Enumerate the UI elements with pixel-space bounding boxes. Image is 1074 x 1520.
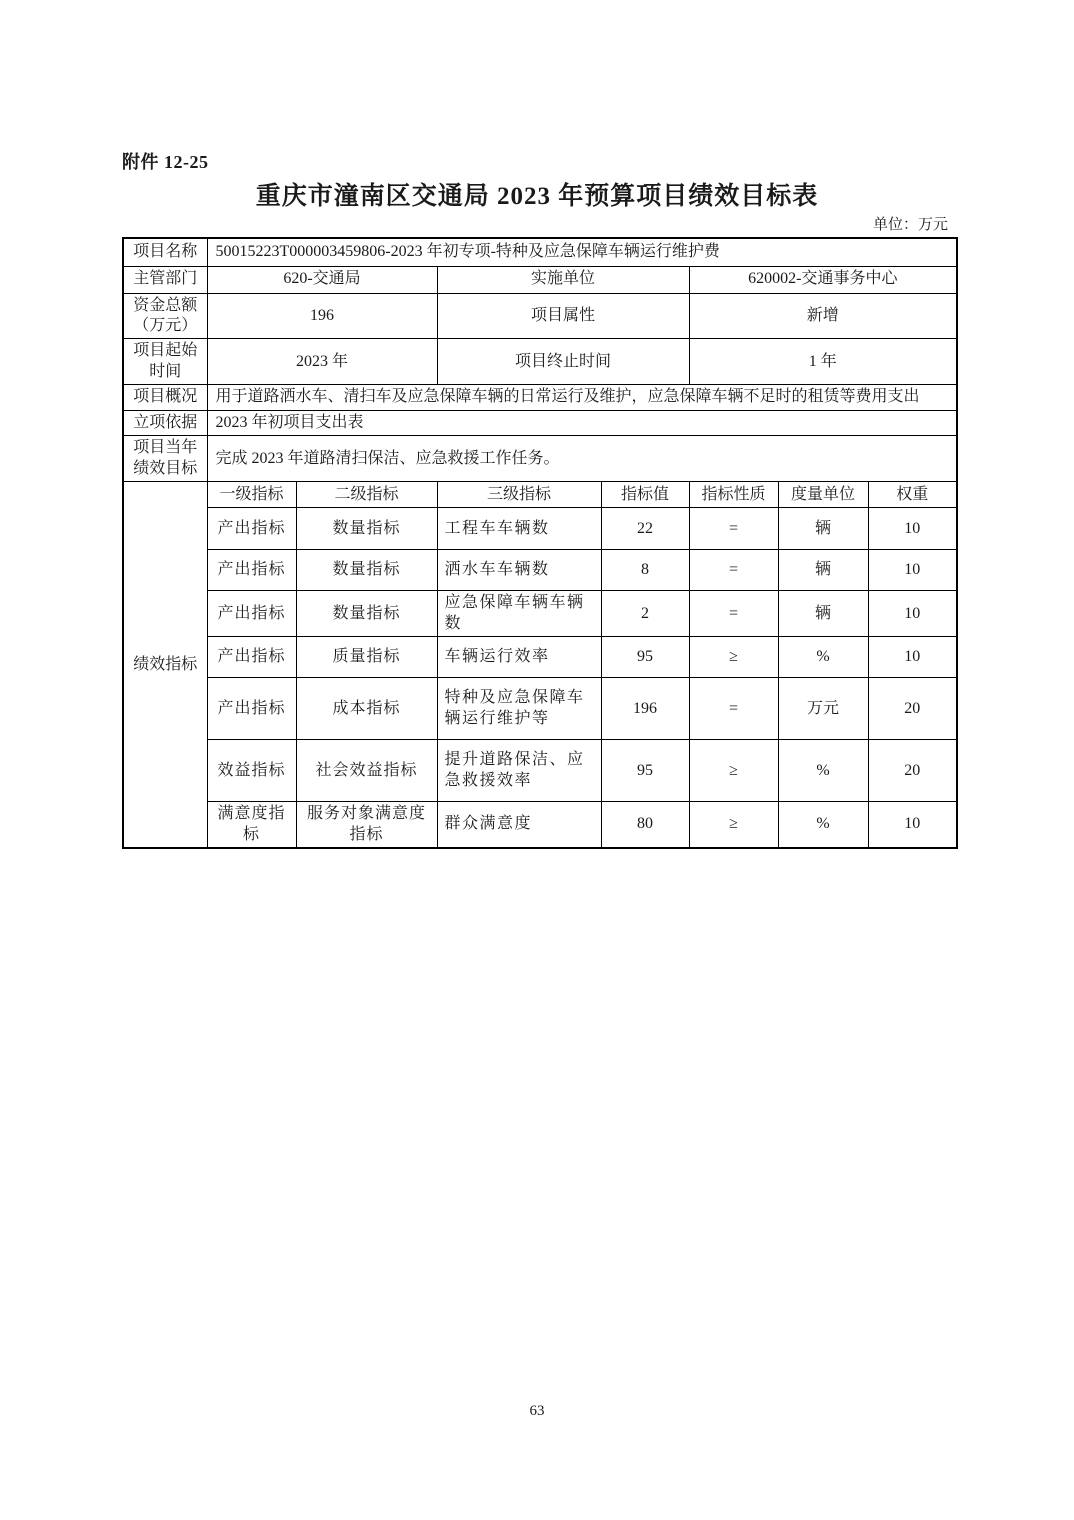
value-cell: 8 — [601, 550, 689, 591]
level2-cell: 数量指标 — [296, 550, 437, 591]
row-goal — [123, 436, 957, 482]
basis-label: 立项依据 — [123, 410, 207, 435]
level3-cell: 车辆运行效率 — [437, 637, 601, 678]
goal-value: 完成 2023 年道路清扫保洁、应急救援工作任务。 — [207, 436, 957, 482]
level3-cell: 群众满意度 — [437, 802, 601, 848]
start-label: 项目起始时间 — [123, 339, 207, 385]
overview-label: 项目概况 — [123, 385, 207, 410]
header-weight: 权重 — [868, 482, 957, 508]
unit-cell: 辆 — [778, 591, 868, 637]
unit-cell: % — [778, 637, 868, 678]
attachment-number: 附件 12-25 — [122, 152, 209, 172]
nature-cell: ≥ — [689, 802, 778, 848]
row-dates — [123, 339, 957, 385]
weight-cell: 10 — [868, 550, 957, 591]
indicator-header-row — [123, 482, 957, 508]
level1-cell: 产出指标 — [207, 591, 296, 637]
project-name-value: 50015223T000003459806-2023 年初专项-特种及应急保障车辆运行维护费 — [207, 238, 957, 266]
unit-note: 单位：万元 — [872, 217, 948, 233]
impl-label: 实施单位 — [437, 266, 689, 293]
fund-value: 196 — [207, 293, 437, 339]
indicator-section-label: 绩效指标 — [123, 482, 207, 848]
end-label: 项目终止时间 — [437, 339, 689, 385]
unit-cell: 万元 — [778, 678, 868, 740]
header-level2: 二级指标 — [296, 482, 437, 508]
value-cell: 196 — [601, 678, 689, 740]
nature-cell: = — [689, 591, 778, 637]
level2-cell: 质量指标 — [296, 637, 437, 678]
nature-cell: = — [689, 550, 778, 591]
header-unit: 度量单位 — [778, 482, 868, 508]
row-project-name — [123, 238, 957, 266]
value-cell: 2 — [601, 591, 689, 637]
unit-cell: % — [778, 802, 868, 848]
level2-cell: 社会效益指标 — [296, 740, 437, 802]
level3-cell: 应急保障车辆车辆数 — [437, 591, 601, 637]
nature-cell: ≥ — [689, 637, 778, 678]
start-value: 2023 年 — [207, 339, 437, 385]
performance-target-table — [122, 237, 958, 849]
attr-label: 项目属性 — [437, 293, 689, 339]
project-name-label: 项目名称 — [123, 238, 207, 266]
level2-cell: 数量指标 — [296, 508, 437, 550]
indicator-row — [123, 802, 957, 848]
weight-cell: 10 — [868, 637, 957, 678]
level3-cell: 特种及应急保障车辆运行维护等 — [437, 678, 601, 740]
level1-cell: 满意度指标 — [207, 802, 296, 848]
level1-cell: 效益指标 — [207, 740, 296, 802]
level3-cell: 工程车车辆数 — [437, 508, 601, 550]
page-number: 63 — [529, 1403, 545, 1419]
value-cell: 80 — [601, 802, 689, 848]
weight-cell: 10 — [868, 802, 957, 848]
indicator-row — [123, 637, 957, 678]
dept-value: 620-交通局 — [207, 266, 437, 293]
level3-cell: 洒水车车辆数 — [437, 550, 601, 591]
header-nature: 指标性质 — [689, 482, 778, 508]
value-cell: 22 — [601, 508, 689, 550]
page-title: 重庆市潼南区交通局 2023 年预算项目绩效目标表 — [255, 183, 819, 210]
indicator-row — [123, 740, 957, 802]
indicator-row — [123, 678, 957, 740]
level2-cell: 成本指标 — [296, 678, 437, 740]
unit-cell: % — [778, 740, 868, 802]
basis-value: 2023 年初项目支出表 — [207, 410, 957, 435]
weight-cell: 10 — [868, 508, 957, 550]
row-department — [123, 266, 957, 293]
level3-cell: 提升道路保洁、应急救援效率 — [437, 740, 601, 802]
indicator-row — [123, 508, 957, 550]
unit-cell: 辆 — [778, 550, 868, 591]
nature-cell: = — [689, 508, 778, 550]
unit-cell: 辆 — [778, 508, 868, 550]
goal-label: 项目当年绩效目标 — [123, 436, 207, 482]
level2-cell: 服务对象满意度指标 — [296, 802, 437, 848]
header-level3: 三级指标 — [437, 482, 601, 508]
weight-cell: 20 — [868, 678, 957, 740]
level1-cell: 产出指标 — [207, 678, 296, 740]
attr-value: 新增 — [689, 293, 957, 339]
fund-label: 资金总额（万元） — [123, 293, 207, 339]
level1-cell: 产出指标 — [207, 508, 296, 550]
row-basis — [123, 410, 957, 435]
indicator-row — [123, 550, 957, 591]
impl-value: 620002-交通事务中心 — [689, 266, 957, 293]
nature-cell: = — [689, 678, 778, 740]
indicator-row — [123, 591, 957, 637]
header-level1: 一级指标 — [207, 482, 296, 508]
row-overview — [123, 385, 957, 410]
level2-cell: 数量指标 — [296, 591, 437, 637]
level1-cell: 产出指标 — [207, 550, 296, 591]
level1-cell: 产出指标 — [207, 637, 296, 678]
weight-cell: 10 — [868, 591, 957, 637]
overview-value: 用于道路洒水车、清扫车及应急保障车辆的日常运行及维护，应急保障车辆不足时的租赁等费用支出 — [207, 385, 957, 410]
value-cell: 95 — [601, 637, 689, 678]
value-cell: 95 — [601, 740, 689, 802]
header-value: 指标值 — [601, 482, 689, 508]
row-fund — [123, 293, 957, 339]
nature-cell: ≥ — [689, 740, 778, 802]
dept-label: 主管部门 — [123, 266, 207, 293]
weight-cell: 20 — [868, 740, 957, 802]
end-value: 1 年 — [689, 339, 957, 385]
